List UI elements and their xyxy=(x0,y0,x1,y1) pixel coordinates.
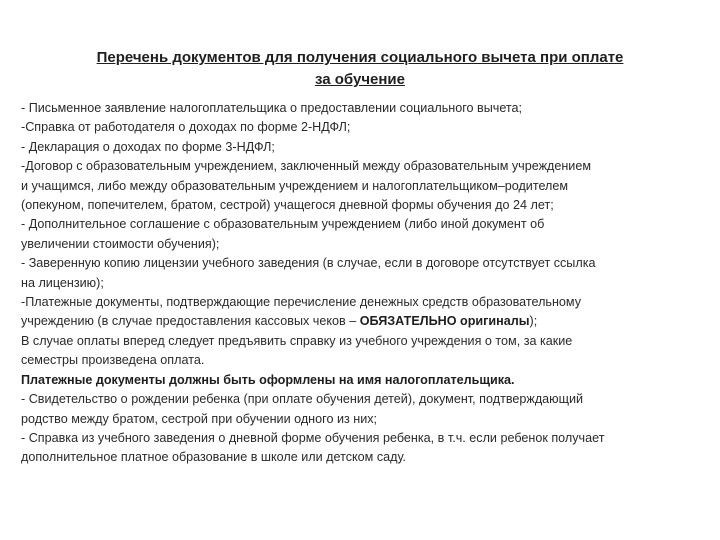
list-item-license-cont: на лицензию); xyxy=(21,275,104,290)
title-line-1: Перечень документов для получения социального вычета при оплате xyxy=(96,49,624,66)
title-line-2: за обучение xyxy=(314,71,405,88)
list-item-addendum: - Дополнительное соглашение с образовательным учреждением (либо иной документ об xyxy=(21,217,545,232)
advance-payment-note: В случае оплаты вперед следует предъявить справку из учебного учреждения о том, за какие xyxy=(21,333,573,348)
list-item-addendum-cont: увеличении стоимости обучения); xyxy=(21,236,220,251)
list-item-contract-cont-1: и учащимся, либо между образовательным учреждением и налогоплательщиком–родителем xyxy=(21,178,569,193)
advance-payment-note-cont: семестры произведена оплата. xyxy=(21,353,205,368)
payments-originals-required: ОБЯЗАТЕЛЬНО оригиналы xyxy=(359,314,530,329)
payments-prefix: учреждению (в случае предоставления кассовых чеков – xyxy=(21,314,360,329)
list-item-3ndfl: - Декларация о доходах по форме 3-НДФЛ; xyxy=(21,139,275,154)
list-item-application: - Письменное заявление налогоплательщика о предоставлении социального вычета; xyxy=(21,101,523,115)
list-item-license: - Заверенную копию лицензии учебного заведения (в случае, если в договоре отсутствует ссылка xyxy=(21,256,596,271)
list-item-birth-certificate: - Свидетельство о рождении ребенка (при оплате обучения детей), документ, подтверждающий xyxy=(21,392,584,407)
list-item-school-certificate-cont: дополнительное платное образование в школе или детском саду. xyxy=(21,450,407,465)
emphasis-note: Платежные документы должны быть оформлены на имя налогоплательщика. xyxy=(21,372,515,387)
list-item-contract: -Договор с образовательным учреждением, заключенный между образовательным учреждением xyxy=(21,159,592,174)
payments-suffix: ); xyxy=(529,314,538,329)
list-item-contract-cont-2: (опекуном, попечителем, братом, сестрой) учащегося дневной формы обучения до 24 лет; xyxy=(21,198,554,213)
list-item-payments-cont xyxy=(21,312,706,331)
list-item-birth-certificate-cont: родство между братом, сестрой при обучении одного из них; xyxy=(21,411,378,426)
list-item-school-certificate: - Справка из учебного заведения о дневной форме обучения ребенка, в т.ч. если ребенок получает xyxy=(21,430,605,445)
document-list xyxy=(21,99,706,468)
page-title xyxy=(30,47,690,91)
list-item-payments: -Платежные документы, подтверждающие перечисление денежных средств образовательному xyxy=(21,295,582,310)
list-item-2ndfl: -Справка от работодателя о доходах по форме 2-НДФЛ; xyxy=(21,120,351,135)
